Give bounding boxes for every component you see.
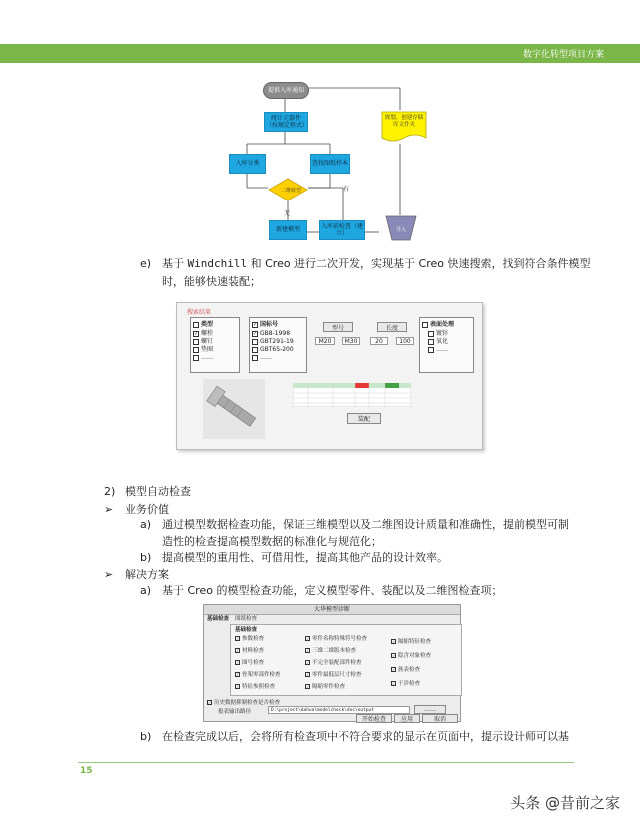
standard-group-title: 国标号 <box>260 321 279 328</box>
type-item-label: 螺栓 <box>201 330 214 337</box>
surface-item-label: …… <box>436 346 448 353</box>
type-group-title: 类型 <box>201 321 214 328</box>
model-field-max[interactable]: M30 <box>342 337 360 345</box>
result-table <box>293 383 411 407</box>
check-item[interactable]: ✓ 特征参照检查 <box>236 684 276 690</box>
standard-item[interactable]: ✓ GB8-1998 <box>253 330 291 337</box>
type-group-checkbox[interactable] <box>193 322 199 328</box>
model-field-min[interactable]: M20 <box>315 337 335 345</box>
surface-item-label: 镀锌 <box>436 330 449 337</box>
flow-no-label: 无 <box>284 210 291 217</box>
check-item[interactable]: ✓ 零件最低层尺寸检查 <box>306 672 362 678</box>
section2-title: 模型自动检查 <box>125 485 191 498</box>
start-check-button[interactable]: 开始检查 <box>356 714 392 723</box>
para-e-line1-c: 和 Creo 进行二次开发，实现基于 Creo 快速搜索，找到符合条件模型 <box>247 257 591 270</box>
flow-step-library-check: 入库前检查（建立） <box>319 220 365 240</box>
panel-title: 基础检查 <box>235 627 258 633</box>
check-item-label: 不完全装配部件检查 <box>312 660 362 666</box>
tab-drawing-check[interactable]: 图纸检查 <box>235 616 258 622</box>
path-input[interactable]: D:\project\dahua\modelcheck\doc\output <box>268 706 410 714</box>
assemble-button[interactable]: 装配 <box>347 413 381 424</box>
check-item-label: 特征参照检查 <box>242 684 276 690</box>
header-title: 数字化转型项目方案 <box>522 50 604 60</box>
biz-a-marker: a) <box>140 518 152 531</box>
biz-b-line: 提高模型的重用性、可借用性，提高其他产品的设计效率。 <box>162 551 448 564</box>
tab-basic-check[interactable]: 基础检查 <box>207 616 230 622</box>
type-item[interactable] <box>191 346 239 354</box>
check-item[interactable]: ✓ 族表检查 <box>392 667 421 673</box>
check-item[interactable]: ✓ 隔缩零件检查 <box>306 684 346 690</box>
history-check[interactable]: ✓ 历史数据抑制检查是否检查 <box>208 700 281 706</box>
sol-a-line: 基于 Creo 的模型检查功能，定义模型零件、装配以及二维图检查项； <box>162 584 503 597</box>
model-check-dialog <box>203 604 461 722</box>
check-item[interactable]: ✓ 隐含对象检查 <box>392 653 432 659</box>
check-item[interactable]: ✓ 三维二维版本检查 <box>306 648 357 654</box>
flow-step-classify: 入库分类 <box>229 154 266 174</box>
type-item-label: 垫圈 <box>201 346 214 353</box>
model-check-title: 大华模型诊断 <box>204 605 460 615</box>
standard-item[interactable] <box>250 346 306 354</box>
check-item[interactable]: ✓ 参数检查 <box>236 636 265 642</box>
search-dialog-screenshot <box>176 302 483 450</box>
flow-start: 提供入库通知 <box>263 82 309 99</box>
check-item[interactable]: ✓ 干涉检查 <box>392 681 421 687</box>
page-number: 15 <box>80 766 93 776</box>
check-item-label: 干涉检查 <box>398 681 421 687</box>
standard-item[interactable] <box>250 338 306 346</box>
biz-title: 业务价值 <box>125 503 169 516</box>
check-item-label: 零件名称特殊符号检查 <box>312 636 368 642</box>
type-item[interactable] <box>191 354 239 362</box>
check-item-label: 三维二维版本检查 <box>312 648 357 654</box>
watermark: 头条 @昔前之家 <box>510 794 620 812</box>
para-e-line1 <box>162 254 591 274</box>
check-item[interactable]: ✓ 骨架零部件检查 <box>236 672 281 678</box>
check-item[interactable]: ✓ 图号检查 <box>236 660 265 666</box>
check-item-label: 图号检查 <box>242 660 265 666</box>
bolt-image <box>203 379 265 439</box>
check-item-label: 零件最低层尺寸检查 <box>312 672 362 678</box>
flow-step-search-drawings: 查找图纸样本 <box>310 154 350 174</box>
sol-title: 解决方案 <box>125 568 169 581</box>
check-item-label: 隔缩零件检查 <box>312 684 346 690</box>
flow-step-import-label: 导入 <box>396 227 407 233</box>
path-label: 报表输出路径 <box>218 709 252 715</box>
type-item[interactable]: ✓ 螺栓 <box>194 330 214 337</box>
search-result-title: 搜索结果 <box>187 309 212 316</box>
sol-b-line: 在检查完成以后，会将所有检查项中不符合要求的显示在页面中，提示设计师可以基 <box>162 730 569 743</box>
cancel-button[interactable]: 取消 <box>422 714 458 723</box>
sol-bullet: ➢ <box>104 568 114 581</box>
type-item[interactable] <box>191 338 239 346</box>
flow-step-count-components: 统计元器件（按规定格式） <box>264 112 308 132</box>
flow-step-new-model: 新建模型 <box>269 220 307 240</box>
surface-group-title: 表面处理 <box>430 321 455 328</box>
check-item[interactable]: ✓ 不完全装配部件检查 <box>306 660 362 666</box>
flow-step-create-folders-label: 规划、创建存储库文件夹 <box>384 115 424 129</box>
para-e-marker: e) <box>140 257 152 270</box>
check-item-label: 隔缩特征检查 <box>398 639 432 645</box>
surface-item[interactable] <box>420 338 473 346</box>
para-e-line1-a: 基于 <box>162 257 188 270</box>
length-field-min[interactable]: 20 <box>370 337 388 345</box>
check-item[interactable]: ✓ 隔缩特征检查 <box>392 639 432 645</box>
para-e-line1-b: Windchill <box>187 257 248 270</box>
biz-bullet: ➢ <box>104 503 114 516</box>
length-button[interactable]: 长度 <box>377 322 407 332</box>
surface-item-label: 氧化 <box>436 338 449 345</box>
flow-yes-label: 有 <box>343 186 350 193</box>
model-button[interactable]: 型号 <box>323 322 353 332</box>
surface-item[interactable] <box>420 346 473 354</box>
check-item[interactable]: ✓ 材料检查 <box>236 648 265 654</box>
flow-decision-label: 二维转型 <box>281 188 302 194</box>
history-check-label: 历史数据抑制检查是否检查 <box>214 700 281 706</box>
footer-divider <box>78 762 574 763</box>
standard-item[interactable] <box>250 354 306 362</box>
check-item-label: 族表检查 <box>398 667 421 673</box>
check-item-label: 参数检查 <box>242 636 265 642</box>
surface-item[interactable] <box>420 330 473 338</box>
section2-number: 2) <box>104 485 116 498</box>
biz-a-line1: 通过模型数据检查功能，保证三维模型以及二维图设计质量和准确性，提前模型可制 <box>162 518 569 531</box>
browse-button[interactable]: …… <box>414 705 446 714</box>
type-group <box>190 317 240 373</box>
sol-b-marker: b) <box>140 730 152 743</box>
standard-group-checkbox[interactable]: ✓ <box>253 321 258 328</box>
surface-group-checkbox[interactable] <box>422 322 428 328</box>
biz-a-line2: 造性的检查提高模型数据的标准化与规范化； <box>162 535 382 548</box>
standard-item-label: GBT65-200 <box>260 346 294 353</box>
check-item-label: 材料检查 <box>242 648 265 654</box>
check-item-label: 隐含对象检查 <box>398 653 432 659</box>
length-field-max[interactable]: 100 <box>396 337 414 345</box>
type-item-label: 螺钉 <box>201 338 214 345</box>
standard-item-label: …… <box>260 354 272 361</box>
standard-item-label: GB8-1998 <box>260 330 291 337</box>
check-item-label: 骨架零部件检查 <box>242 672 281 678</box>
type-item-label: …… <box>201 354 213 361</box>
surface-group <box>419 317 474 373</box>
check-item[interactable]: ✓ 零件名称特殊符号检查 <box>306 636 368 642</box>
para-e-line2: 时，能够快速装配； <box>162 275 261 288</box>
sol-a-marker: a) <box>140 584 152 597</box>
standard-group <box>249 317 307 373</box>
apply-button[interactable]: 应用 <box>394 714 420 723</box>
basic-check-panel <box>230 624 462 696</box>
biz-b-marker: b) <box>140 551 152 564</box>
standard-item-label: GBT291-19 <box>260 338 294 345</box>
